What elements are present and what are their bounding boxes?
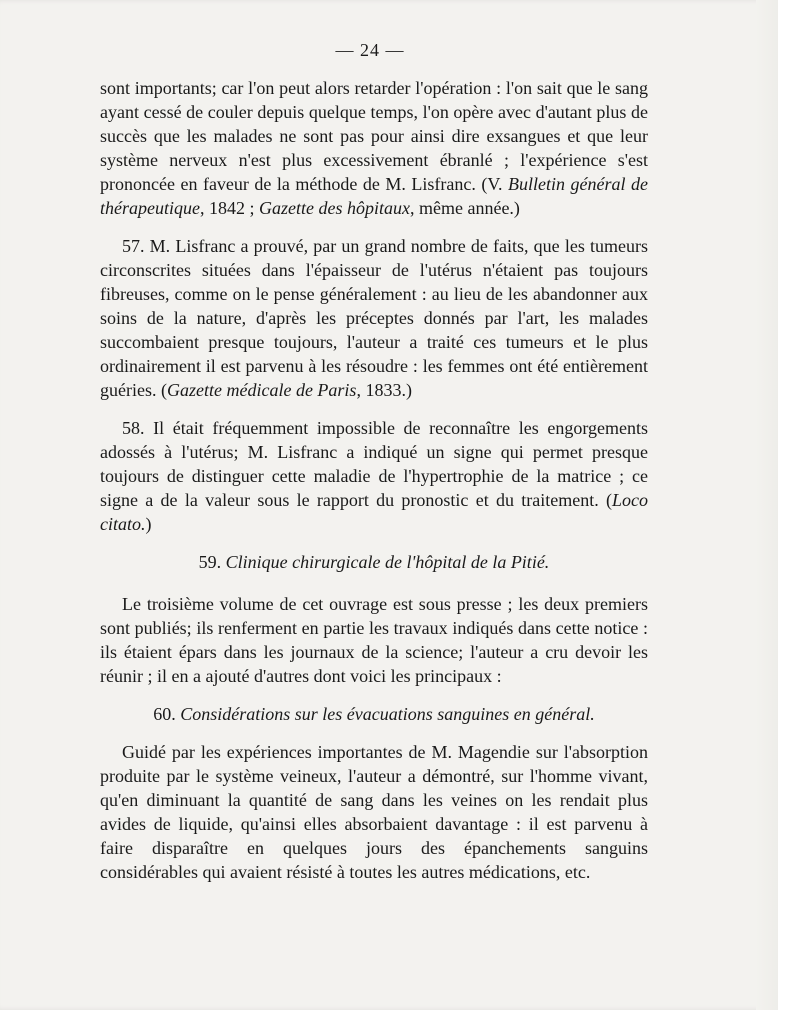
section-heading-60 [100,702,648,726]
paragraph-continued [100,76,648,220]
para1-text-a: sont importants; car l'on peut alors retarder l'opération : l'on sait que le sang ayant cessé de couler depuis quelque temps, l'on opère avec d'autant plus de succès que les malades ne sont pas pour ainsi dire exsangues et que leur système nerveux n'est plus excessivement ébranlé ; l'expérience s'est prononcée en faveur de la méthode de M. Lisfranc. (V. [100,78,648,194]
para1-text-c: , même année.) [409,198,520,218]
section-heading-59 [100,550,648,574]
paragraph-58 [100,416,648,536]
para57-text-b: , 1833.) [356,380,412,400]
body-text [100,76,648,884]
heading60-title: Considérations sur les évacuations sanguines en général. [180,704,595,724]
para1-text-b: , 1842 ; [199,198,259,218]
para57-text-a: 57. M. Lisfranc a prouvé, par un grand nombre de faits, que les tumeurs circonscrites situées dans l'épaisseur de l'utérus n'étaient pas toujours fibreuses, comme on le pense généralement : au lieu de les abandonner aux soins de la nature, d'après les préceptes donnés par l'art, les malades succombaient presque toujours, l'auteur a traité ces tumeurs et le plus ordinairement il est parvenu à les résoudre : les femmes ont été entièrement guéries. ( [100,236,648,400]
heading59-number: 59. [198,552,226,572]
heading60-number: 60. [153,704,181,724]
page-number: — 24 — [335,40,405,60]
para58-text-a: 58. Il était fréquemment impossible de reconnaître les engorgements adossés à l'utérus; M. Lisfranc a indiqué un signe qui permet presque toujours de distinguer cette maladie de l'hypertrophie de la matrice ; ce signe a de la valeur sous le rapport du pronostic et du traitement. ( [100,418,648,510]
citation-gazette-medicale: Gazette médicale de Paris [166,380,357,400]
para58-text-b: ) [145,514,152,534]
paragraph-60: Guidé par les expériences importantes de M. Magendie sur l'absorption produite par le système veineux, l'auteur a démontré, sur l'homme vivant, qu'en diminuant la quantité de sang dans les veines on les rendait plus avides de liquide, qu'ainsi elles absorbaient davantage : il est parvenu à faire disparaître en quelques jours des épanchements sanguins considérables qui avaient résisté à toutes les autres médications, etc. [100,742,648,882]
paragraph-59: Le troisième volume de cet ouvrage est sous presse ; les deux premiers sont publiés; ils renferment en partie les travaux indiqués dans cette notice : ils étaient épars dans les journaux de la science; l'auteur a cru devoir les réunir ; il en a ajouté d'autres dont voici les principaux : [100,594,648,686]
citation-loco-citato: Loco citato. [100,490,648,534]
heading59-title: Clinique chirurgicale de l'hôpital de la Pitié. [225,552,550,572]
citation-gazette-hopitaux: Gazette des hôpitaux [259,198,410,218]
citation-bulletin: Bulletin général de thérapeutique [100,174,648,218]
paragraph-57 [100,234,648,402]
